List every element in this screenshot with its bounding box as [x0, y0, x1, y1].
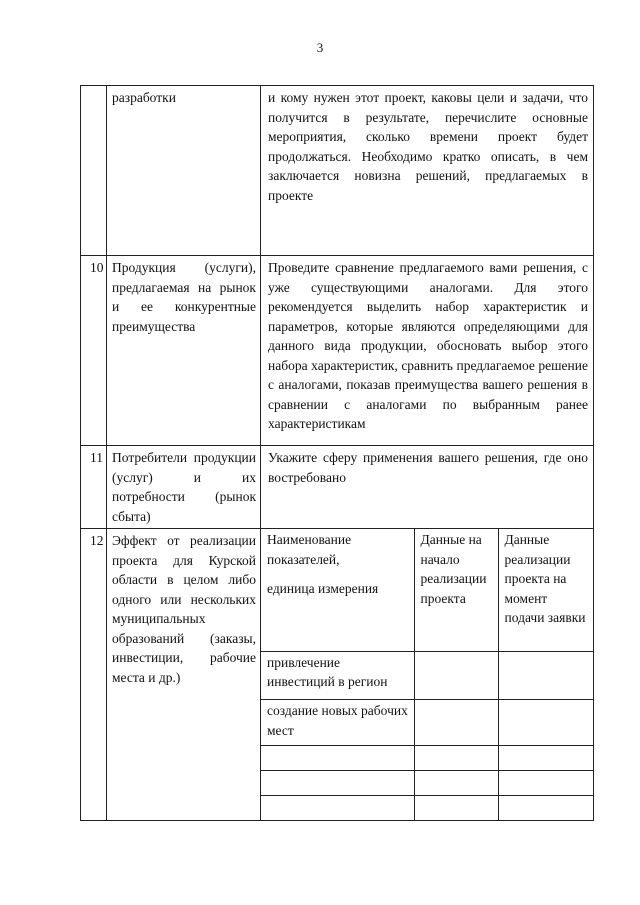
table-row: [81, 86, 594, 256]
indicator-cell: [261, 745, 414, 770]
effect-table-cell: [261, 529, 594, 821]
indicator-cell: создание новых рабочих мест: [261, 700, 414, 746]
indicator-cell: привлечение инвестиций в регион: [261, 651, 414, 700]
effect-table-row: [261, 700, 593, 746]
page-number: 3: [316, 40, 324, 55]
effect-table-header: [261, 529, 593, 651]
start-value-cell: [414, 795, 498, 820]
start-value-cell: [414, 770, 498, 795]
effect-table-row: [261, 770, 593, 795]
moment-value-cell: [498, 795, 593, 820]
row-title: Эффект от реализации проекта для Курской области в целом либо одного или нескольких муниципальных образований (заказы, инвестиции, рабочие места и др.): [107, 529, 261, 821]
header-indicator-name: Наименование показателей,: [267, 532, 352, 567]
row-number: 10: [81, 256, 107, 446]
moment-value-cell: [498, 651, 593, 700]
row-description: и кому нужен этот проект, каковы цели и задачи, что получится в результате, перечислите основные мероприятия, сколько времени проект будет продолжаться. Необходимо кратко описать, в чем заключается новизна решений, предлагаемых в проекте: [261, 86, 594, 256]
row-description: Проведите сравнение предлагаемого вами решения, с уже существующими аналогами. Для этого рекомендуется выделить набор характеристик и параметров, которые являются определяющими для данного вида продукции, обосновать выбор этого набора характеристик, сравнить предлагаемое решение с аналогами, показав преимущества вашего решения в сравнении с аналогами по выбранным ранее характеристикам: [261, 256, 594, 446]
start-value-cell: [414, 651, 498, 700]
moment-value-cell: [498, 700, 593, 746]
header-indicator-unit: единица измерения: [267, 581, 379, 596]
moment-value-cell: [498, 770, 593, 795]
indicator-cell: [261, 795, 414, 820]
table-row: [81, 446, 594, 529]
row-title: Продукция (услуги), предлагаемая на рынок и ее конкурентные преимущества: [107, 256, 261, 446]
table-row: [81, 529, 594, 821]
start-value-cell: [414, 700, 498, 746]
effect-table-row: [261, 745, 593, 770]
header-start-data: Данные на начало реализации проекта: [414, 529, 498, 651]
effect-table-row: [261, 651, 593, 700]
moment-value-cell: [498, 745, 593, 770]
row-number: [81, 86, 107, 256]
row-number: 12: [81, 529, 107, 821]
header-moment-data: Данные реализации проекта на момент подачи заявки: [498, 529, 593, 651]
header-indicator: [261, 529, 414, 651]
application-form-table: [80, 85, 594, 821]
row-description: Укажите сферу применения вашего решения, где оно востребовано: [261, 446, 594, 529]
start-value-cell: [414, 745, 498, 770]
row-title: Потребители продукции (услуг) и их потребности (рынок сбыта): [107, 446, 261, 529]
effect-table-row: [261, 795, 593, 820]
row-number: 11: [81, 446, 107, 529]
row-title: разработки: [107, 86, 261, 256]
table-row: [81, 256, 594, 446]
effect-table: [261, 529, 593, 820]
indicator-cell: [261, 770, 414, 795]
